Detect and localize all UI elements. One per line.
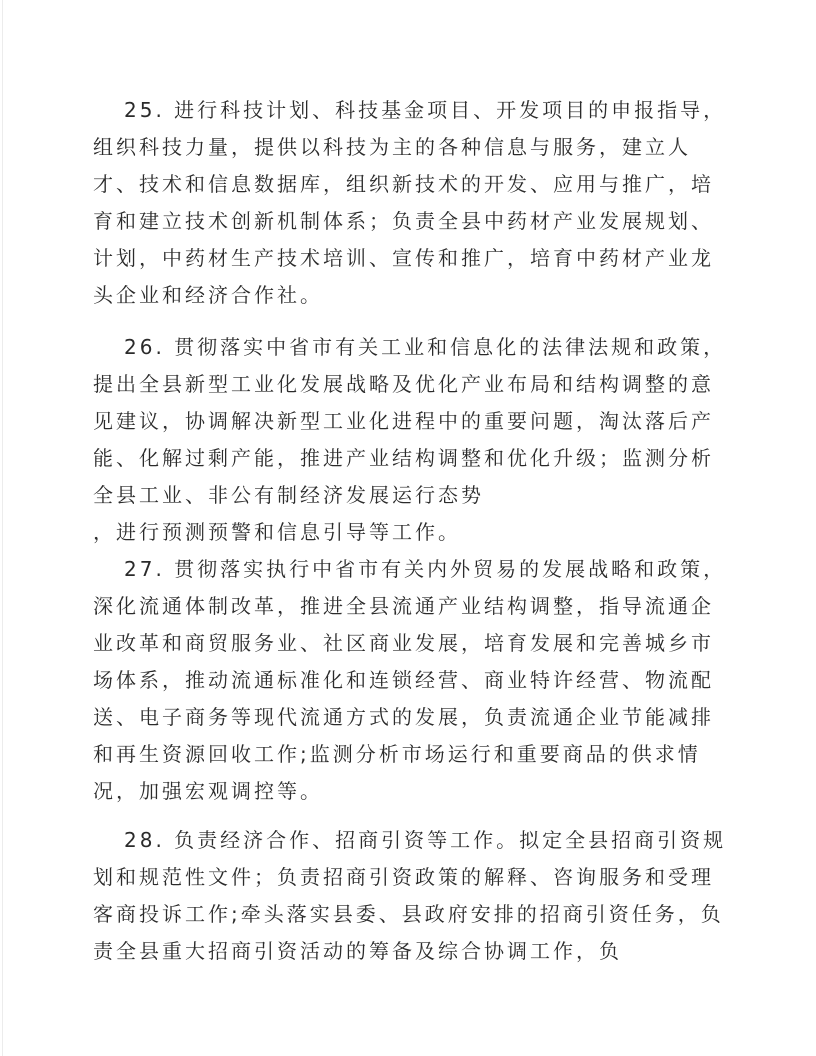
- page-edge-line: [2, 0, 3, 1056]
- paragraph-27-text: 27. 贯彻落实执行中省市有关内外贸易的发展战略和政策，深化流通体制改革，推进全县流通产业结构调整，指导流通企业改革和商贸服务业、社区商业发展，培育发展和完善城乡市场体系，推动流通标准化和连锁经营、商业特许经营、物流配送、电子商务等现代流通方式的发展，负责流通企业节能减排和再生资源回收工作;监测分析市场运行和重要商品的供求情况，加强宏观调控等。: [93, 557, 727, 803]
- paragraph-26: [93, 329, 727, 551]
- paragraph-25-text: 25. 进行科技计划、科技基金项目、开发项目的申报指导，组织科技力量，提供以科技为主的各种信息与服务，建立人才、技术和信息数据库，组织新技术的开发、应用与推广，培育和建立技术创新机制体系；负责全县中药材产业发展规划、计划，中药材生产技术培训、宣传和推广，培育中药材产业龙头企业和经济合作社。: [93, 98, 727, 307]
- paragraph-26-text: 26. 贯彻落实中省市有关工业和信息化的法律法规和政策，提出全县新型工业化发展战略及优化产业布局和结构调整的意见建议，协调解决新型工业化进程中的重要问题，淘汰落后产能、化解过剩产能，推进产业结构调整和优化升级；监测分析全县工业、非公有制经济发展运行态势: [93, 335, 727, 507]
- paragraph-25: [93, 92, 727, 314]
- document-body: [93, 92, 727, 970]
- paragraph-28-text: 28. 负责经济合作、招商引资等工作。拟定全县招商引资规划和规范性文件；负责招商引资政策的解释、咨询服务和受理客商投诉工作;牵头落实县委、县政府安排的招商引资任务，负责全县重大招商引资活动的筹备及综合协调工作，负: [93, 828, 727, 963]
- paragraph-26-continuation-text: ，进行预测预警和信息引导等工作。: [93, 520, 461, 544]
- paragraph-27: [93, 551, 727, 810]
- paragraph-28: [93, 822, 727, 970]
